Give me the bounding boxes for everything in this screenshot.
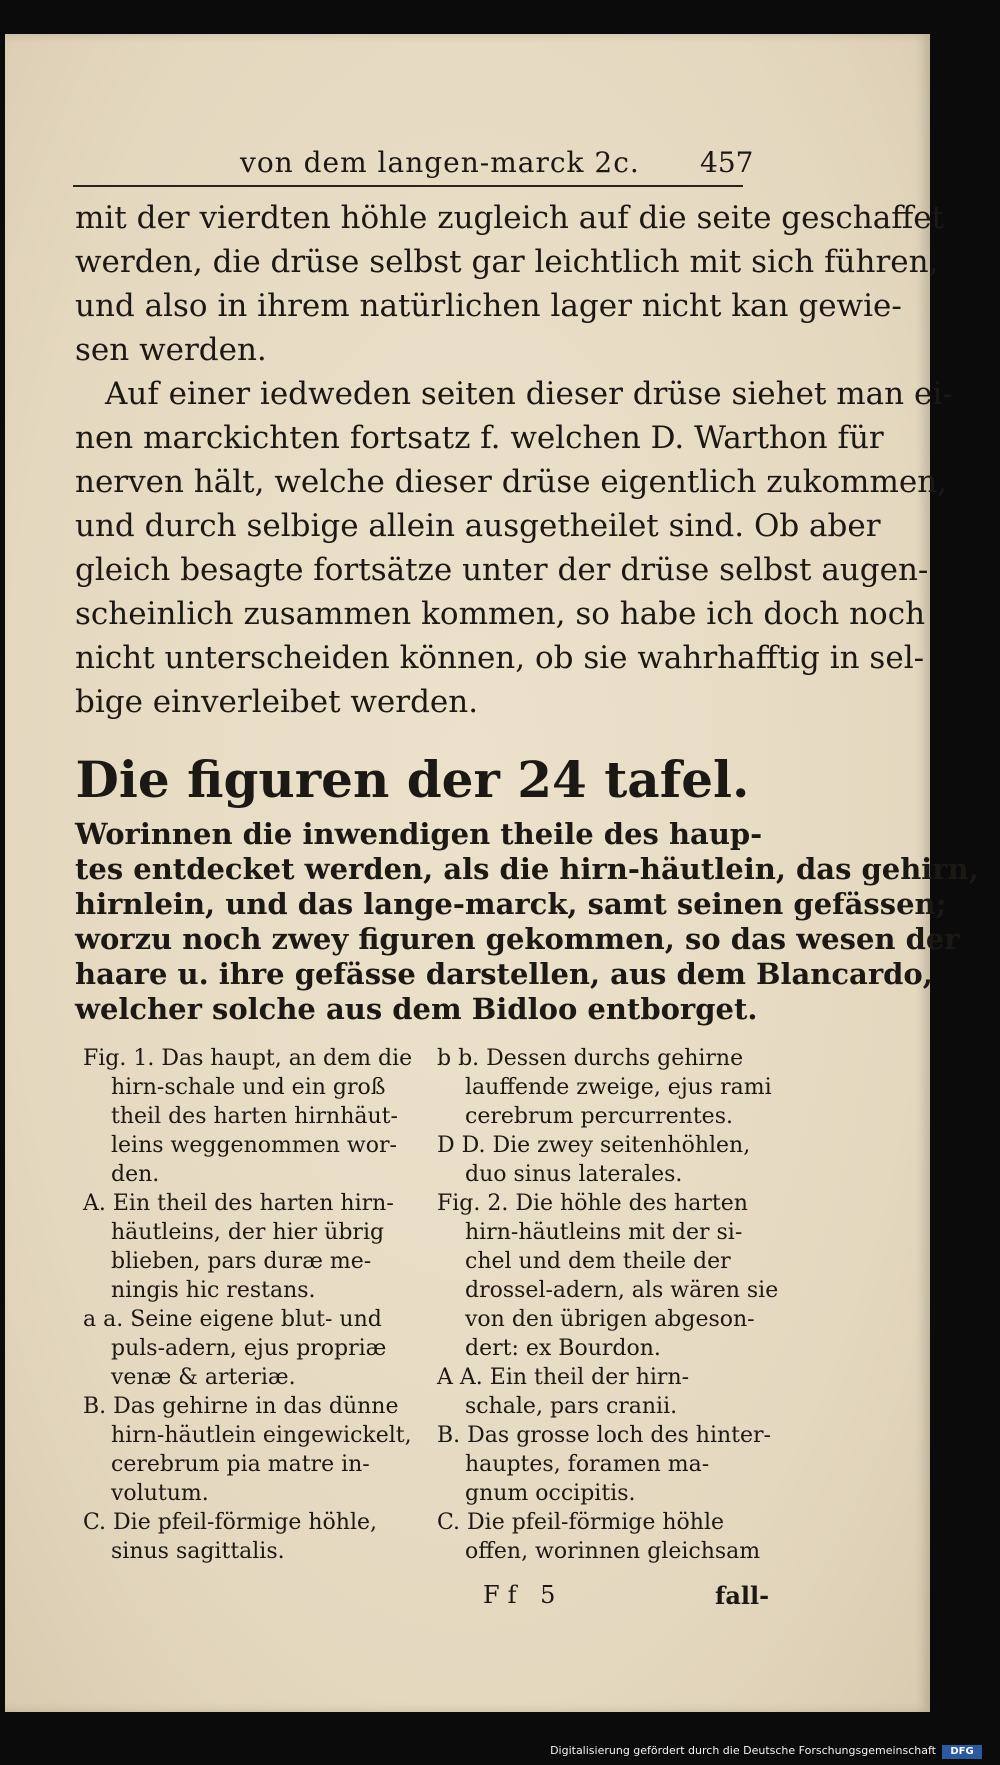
main-text-block: [75, 196, 953, 724]
legend-entry-line: hirn-häutleins mit der si-: [465, 1220, 743, 1245]
legend-entry-line: schale, pars cranii.: [465, 1394, 678, 1419]
legend-entry-head: b b. Dessen durchs gehirne: [437, 1046, 744, 1071]
legend-entry: [83, 1189, 413, 1305]
text-line: und also in ihrem natürlichen lager nicht kan gewie-: [75, 288, 902, 324]
dfg-logo: DFG: [942, 1745, 982, 1759]
text-line: gleich besagte fortsätze unter der drüse selbst augen-: [75, 552, 929, 588]
legend-entry-head: A. Ein theil des harten hirn-: [83, 1191, 394, 1216]
legend-entry-line: hirn-schale und ein groß: [111, 1075, 386, 1100]
legend-entry-line: den.: [111, 1162, 160, 1187]
legend-column-left: [83, 1044, 413, 1566]
header-rule: [73, 185, 743, 187]
text-line: nen marckichten fortsatz f. welchen D. Warthon für: [75, 420, 884, 456]
subtitle-line: Worinnen die inwendigen theile des haup-: [75, 817, 763, 851]
legend-entry-line: duo sinus laterales.: [465, 1162, 683, 1187]
legend-entry-line: blieben, pars duræ me-: [111, 1249, 372, 1274]
legend-entry-line: chel und dem theile der: [465, 1249, 731, 1274]
legend-entry-line: hauptes, foramen ma-: [465, 1452, 710, 1477]
legend-entry-line: ningis hic restans.: [111, 1278, 316, 1303]
legend-entry: [83, 1305, 413, 1392]
catchword: fall-: [715, 1581, 770, 1610]
legend-entry-line: volutum.: [111, 1481, 209, 1506]
legend-entry: [437, 1044, 772, 1131]
legend-entry-line: von den übrigen abgeson-: [465, 1307, 755, 1332]
legend-column-right: [437, 1044, 779, 1566]
legend-entry-head: a a. Seine eigene blut- und: [83, 1307, 382, 1332]
signature-mark: Ff 5: [483, 1581, 564, 1609]
legend-entry-head: D D. Die zwey seitenhöhlen,: [437, 1133, 751, 1158]
legend-entry: [437, 1189, 779, 1363]
legend-entry-line: hirn-häutlein eingewickelt,: [111, 1423, 412, 1448]
legend-entry-head: Fig. 2. Die höhle des harten: [437, 1191, 748, 1216]
subtitle-line: tes entdecket werden, als die hirn-häutlein, das gehirn,: [75, 852, 979, 886]
legend-entry-line: leins weggenommen wor-: [111, 1133, 397, 1158]
running-head: von dem langen-marck 2c.: [240, 146, 640, 179]
legend-entry-line: theil des harten hirnhäut-: [111, 1104, 398, 1129]
page-number: 457: [700, 146, 754, 179]
text-line: scheinlich zusammen kommen, so habe ich doch noch: [75, 596, 926, 632]
legend-entry: [83, 1508, 413, 1566]
legend-entry-line: cerebrum pia matre in-: [111, 1452, 370, 1477]
book-page: [5, 34, 979, 1712]
text-line: und durch selbige allein ausgetheilet sind. Ob aber: [75, 508, 881, 544]
legend-entry-line: drossel-adern, als wären sie: [465, 1278, 779, 1303]
subtitle-line: haare u. ihre gefässe darstellen, aus dem Blancardo,: [75, 957, 933, 991]
legend-entry: [83, 1044, 413, 1189]
legend-entry-line: häutleins, der hier übrig: [111, 1220, 385, 1245]
legend-entry-line: offen, worinnen gleichsam: [465, 1539, 761, 1564]
legend-entry-head: B. Das gehirne in das dünne: [83, 1394, 399, 1419]
legend-entry-line: cerebrum percurrentes.: [465, 1104, 733, 1129]
legend-entry-line: dert: ex Bourdon.: [465, 1336, 661, 1361]
legend-entry: [437, 1508, 762, 1566]
legend-entry-line: puls-adern, ejus propriæ: [111, 1336, 387, 1361]
subtitle-line: hirnlein, und das lange-marck, samt seinen gefässen;: [75, 887, 947, 921]
subtitle-line: worzu noch zwey figuren gekommen, so das wesen der: [75, 922, 960, 956]
digitization-credit: Digitalisierung gefördert durch die Deutsche Forschungsgemeinschaft: [550, 1744, 936, 1757]
legend-entry-line: venæ & arteriæ.: [111, 1365, 296, 1390]
text-line: mit der vierdten höhle zugleich auf die seite geschaffet: [75, 200, 945, 236]
subtitle-line: welcher solche aus dem Bidloo entborget.: [75, 992, 758, 1026]
text-line: bige einverleibet werden.: [75, 684, 479, 720]
text-line: sen werden.: [75, 332, 267, 368]
legend-entry-head: Fig. 1. Das haupt, an dem die: [83, 1046, 413, 1071]
legend-entry: [83, 1392, 413, 1508]
legend-entry-head: A A. Ein theil der hirn-: [437, 1365, 690, 1390]
legend-entry: [437, 1421, 771, 1508]
legend-entry: [437, 1131, 762, 1189]
text-line: Auf einer iedweden seiten dieser drüse siehet man ei-: [105, 376, 953, 412]
text-line: nicht unterscheiden können, ob sie wahrhafftig in sel-: [75, 640, 925, 676]
legend-entry-head: C. Die pfeil-förmige höhle,: [83, 1510, 378, 1535]
text-line: werden, die drüse selbst gar leichtlich mit sich führen,: [75, 244, 939, 280]
plate-title: Die figuren der 24 tafel.: [75, 750, 750, 809]
legend-entry-head: B. Das grosse loch des hinter-: [437, 1423, 771, 1448]
legend-entry-head: C. Die pfeil-förmige höhle: [437, 1510, 725, 1535]
legend-entry-line: gnum occipitis.: [465, 1481, 636, 1506]
text-line: nerven hält, welche dieser drüse eigentlich zukommen,: [75, 464, 948, 500]
legend-entry-line: lauffende zweige, ejus rami: [465, 1075, 772, 1100]
plate-subtitle: [75, 817, 979, 1027]
legend-entry: [437, 1363, 762, 1421]
legend-entry-line: sinus sagittalis.: [111, 1539, 285, 1564]
